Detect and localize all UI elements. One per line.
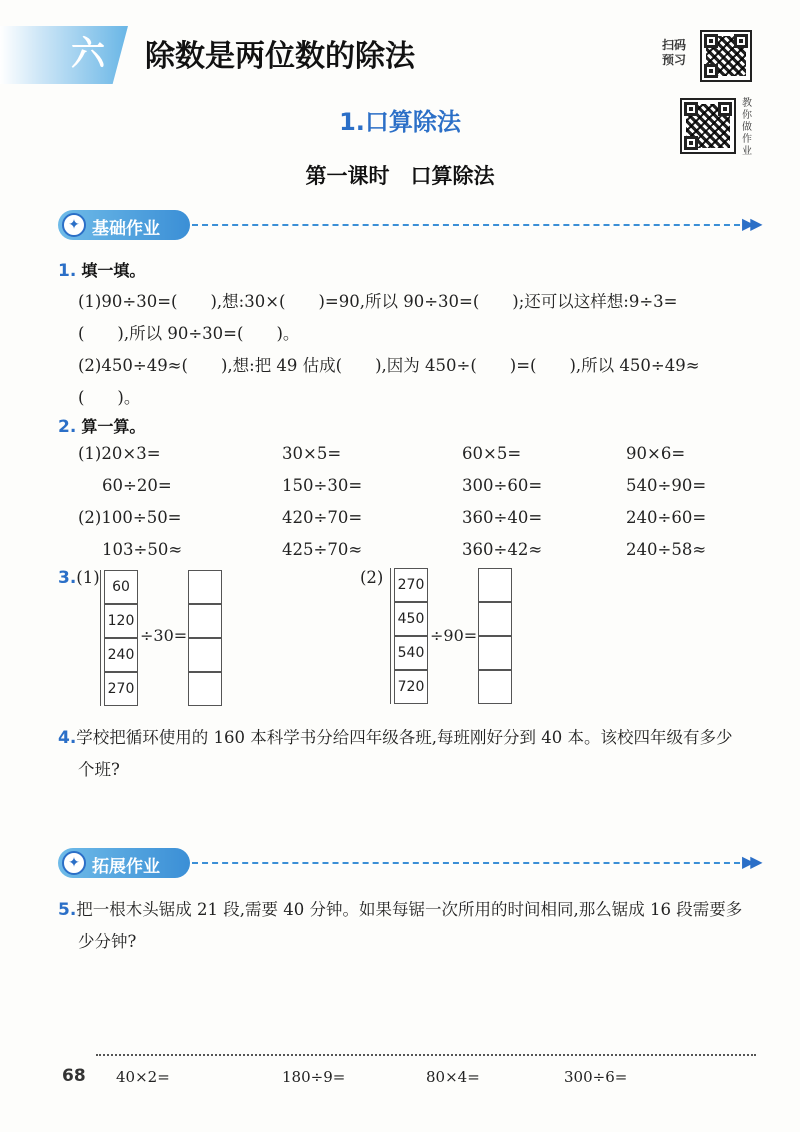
q3-part1-operator: ÷30= (140, 626, 188, 645)
lesson-title: 第一课时 口算除法 (305, 164, 495, 188)
q3-part2-dividend-cell: 540 (394, 636, 428, 670)
footer-divider (96, 1054, 756, 1056)
q3-part1-dividend-cell: 60 (104, 570, 138, 604)
q3-part2-answer-box[interactable] (478, 636, 512, 670)
calc-item: 540÷90= (626, 476, 707, 495)
calc-item: 30×5= (282, 444, 342, 463)
question-number: 3. (58, 568, 77, 588)
q3-part1-dividend-cell: 120 (104, 604, 138, 638)
q3-part1-dividend-cell: 240 (104, 638, 138, 672)
q3-part2-dividend-cell: 450 (394, 602, 428, 636)
qr-code-preview-icon[interactable] (700, 30, 752, 82)
q1-line-1: (1)90÷30=( ),想:30×( )=90,所以 90÷30=( );还可以这样想:9÷3= (78, 292, 678, 311)
q3-part1-answer-box[interactable] (188, 638, 222, 672)
q3-part2-label: (2) (360, 568, 384, 587)
calc-item: 240÷58≈ (626, 540, 707, 559)
question-number: 5. (58, 900, 77, 920)
question-number: 2. (58, 417, 77, 437)
question-title: 算一算。 (81, 417, 146, 436)
question-4-line-1 (58, 724, 733, 748)
q5-text-1: 把一根木头锯成 21 段,需要 40 分钟。如果每锯一次所用的时间相同,那么锯成 16 段需要多 (76, 900, 743, 919)
q3-part2-answer-box[interactable] (478, 568, 512, 602)
q3-part1-answer-box[interactable] (188, 604, 222, 638)
question-number: 1. (58, 261, 77, 281)
calc-item: 90×6= (626, 444, 686, 463)
footer-calc-3: 80×4= (426, 1068, 480, 1086)
question-5-line-2: 少分钟? (78, 932, 137, 951)
calc-item: 420÷70= (282, 508, 363, 527)
footer-calc-1: 40×2= (116, 1068, 170, 1086)
section-title: 1.口算除法 (339, 108, 461, 136)
scan-label-line1: 扫码 (662, 38, 687, 52)
calc-item: 150÷30= (282, 476, 363, 495)
q3-part1-bracket (100, 570, 101, 706)
calc-item: 60÷20= (102, 476, 172, 495)
homework-help-label: 教你做作业 (742, 98, 752, 157)
question-2-title (58, 414, 145, 437)
lightbulb-icon: ✦ (62, 851, 86, 875)
calc-item: 300÷60= (462, 476, 543, 495)
basic-homework-label: 基础作业 (92, 219, 160, 239)
page-number: 68 (62, 1066, 86, 1086)
q3-part2-bracket (390, 568, 391, 704)
calc-item: 60×5= (462, 444, 522, 463)
extended-homework-label: 拓展作业 (92, 857, 160, 877)
lightbulb-icon: ✦ (62, 213, 86, 237)
scan-label-line2: 预习 (662, 53, 687, 67)
chapter-number: 六 (71, 34, 105, 74)
calc-item: (2)100÷50= (78, 508, 182, 527)
q1-line-3: (2)450÷49≈( ),想:把 49 估成( ),因为 450÷( )=( ),所以 450÷49≈ (78, 356, 700, 375)
question-number: 4. (58, 728, 77, 748)
question-title: 填一填。 (81, 261, 146, 280)
question-3-header (58, 568, 100, 588)
calc-item: (1)20×3= (78, 444, 161, 463)
footer-calc-2: 180÷9= (282, 1068, 346, 1086)
double-arrow-icon: ▶▶ (742, 214, 759, 233)
chapter-title: 除数是两位数的除法 (145, 39, 415, 74)
q3-part1-answer-box[interactable] (188, 672, 222, 706)
q3-part2-answer-box[interactable] (478, 602, 512, 636)
q3-part1-dividend-cell: 270 (104, 672, 138, 706)
q1-line-2: ( ),所以 90÷30=( )。 (78, 324, 300, 343)
question-1-title (58, 258, 145, 281)
q3-part1-answer-box[interactable] (188, 570, 222, 604)
extended-homework-banner (58, 848, 758, 880)
scan-preview-label (662, 38, 692, 68)
q3-part2-operator: ÷90= (430, 626, 478, 645)
double-arrow-icon: ▶▶ (742, 852, 759, 871)
q1-line-4: ( )。 (78, 388, 141, 407)
q4-text-1: 学校把循环使用的 160 本科学书分给四年级各班,每班刚好分到 40 本。该校四年级有多少 (76, 728, 733, 747)
basic-homework-banner (58, 210, 758, 242)
question-5-line-1 (58, 896, 742, 920)
q3-part2-dividend-cell: 270 (394, 568, 428, 602)
q3-part2-dividend-cell: 720 (394, 670, 428, 704)
calc-item: 360÷42≈ (462, 540, 543, 559)
calc-item: 240÷60= (626, 508, 707, 527)
q3-part2-answer-box[interactable] (478, 670, 512, 704)
calc-item: 425÷70≈ (282, 540, 363, 559)
question-4-line-2: 个班? (78, 760, 120, 779)
calc-item: 360÷40= (462, 508, 543, 527)
q3-part1-label: (1) (76, 568, 100, 587)
footer-calc-4: 300÷6= (564, 1068, 628, 1086)
calc-item: 103÷50≈ (102, 540, 183, 559)
